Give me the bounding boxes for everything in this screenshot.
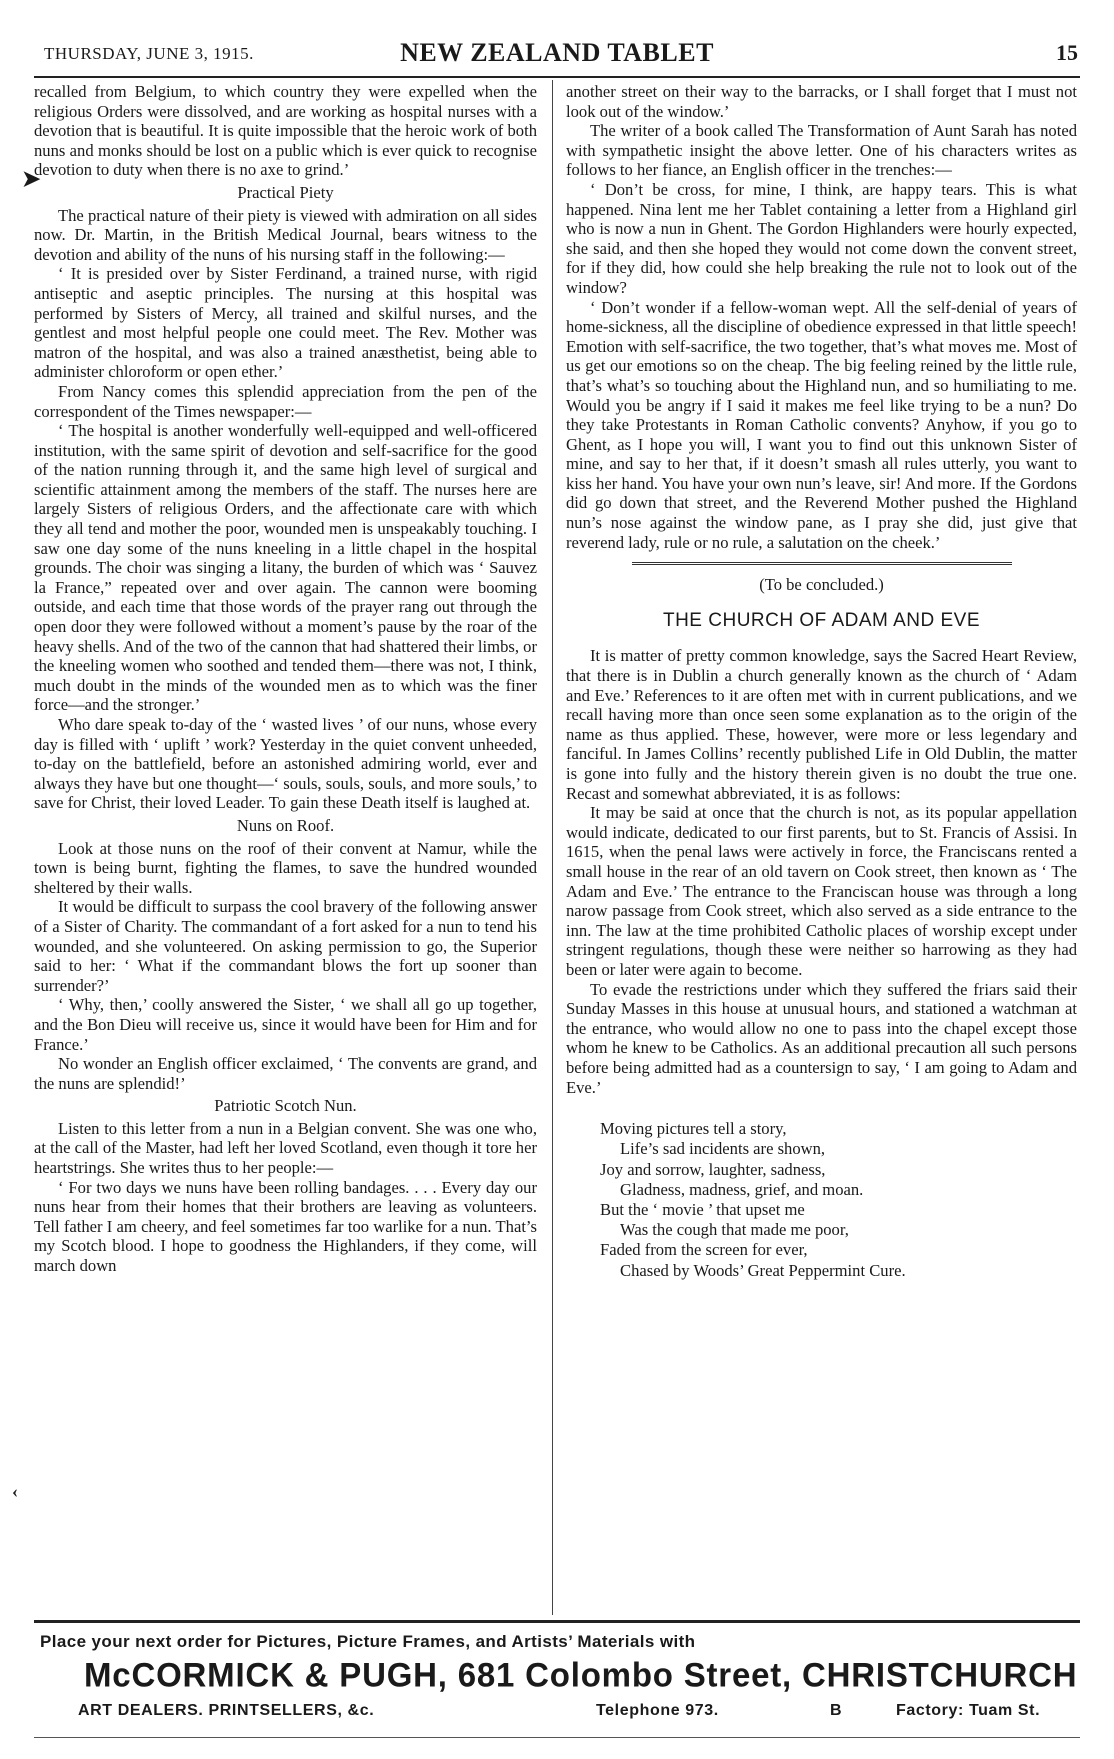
margin-arrow-icon: ➤ (22, 166, 41, 191)
paragraph: From Nancy comes this splendid appreciation from the pen of the correspondent of the Times newspaper:— (34, 381, 537, 421)
paragraph: It may be said at once that the church is not, as its popular appellation would indicate, dedicated to our first parents, but to St. Francis of Assisi. In 1615, when the penal laws were actively in force, the Franciscans rented a small house in the rear of an old tavern on Cook street, then known as ‘ The Adam and Eve.’ The entrance to the Franciscan house was through a long narow passage from Cook street, which also served as a side entrance to the inn. The law at the time prohibited Catholic places of worship except under stringent regulations, though these were neither so harrowing as they had been or later were again to become. (566, 803, 1077, 979)
advert-telephone: Telephone 973. (596, 1702, 719, 1719)
paragraph: ‘ The hospital is another wonderfully well-equipped and well-officered institution, with the same spirit of devotion and self-sacrifice for the good of the nation running through it, and the same high level of surgical and scientific attainment among the members of the staff. The nurses here are largely Sisters of religious Orders, and the affectionate care with which they all tend and mother the poor, wounded men is unspeakably touching. I saw one day some of the nuns kneeling in a little chapel in the hospital grounds. The choir was singing a litany, the burden of which was ‘ Sauvez la France,” repeated over and over again. The cannon were booming outside, and each time that those words of the prayer rang out through the open door they were followed without a moment’s pause by the roar of the heavy shells. And of the two of the cannon that had shattered their limbs, or the kneeling women who soothed and tended them—there was not, I think, much doubt in the minds of the wounded men as to which was the finer force—and the stronger.’ (34, 421, 537, 715)
paragraph: ‘ For two days we nuns have been rolling bandages. . . . Every day our nuns hear from their homes that their brothers are leaving as volunteers. Tell father I am cheery, and feel sometimes far too warlike for a nun. That’s my Scotch blood. I hope to goodness the Highlanders, if they come, will march down (34, 1177, 537, 1276)
newspaper-title: NEW ZEALAND TABLET (400, 38, 714, 67)
poem-line: Faded from the screen for ever, (600, 1240, 808, 1260)
paragraph: Who dare speak to-day of the ‘ wasted lives ’ of our nuns, whose every day is filled with ‘ uplift ’ work? Yesterday in the quiet convent unheeded, to-day on the battlefield, before an astonished admiring world, ever and always they have but one thought—‘ souls, souls, souls, and more souls,’ to save for Christ, their loved Leader. To gain these Death itself is laughed at. (34, 715, 537, 813)
paragraph: ‘ Don’t be cross, for mine, I think, are happy tears. This is what happened. Nina lent me her Tablet containing a letter from a Highland girl who is now a nun in Ghent. The Gordon Highlanders were hourly expected, she said, and then she hoped they would not come down the convent street, for if they did, how could she help breaking the rule not to look out of the window? (566, 179, 1077, 297)
advert-business-name: McCORMICK & PUGH, 681 Colombo Street, CHRISTCHURCH (84, 1655, 1078, 1694)
poem (566, 1119, 1077, 1281)
paragraph: The writer of a book called The Transformation of Aunt Sarah has noted with sympathetic insight the above letter. One of his characters writes as follows to her fiance, an English officer in the trenches:— (566, 121, 1077, 180)
paragraph: recalled from Belgium, to which country they were expelled when the religious Orders were dissolved, and are working as hospital nurses with a devotion that is beautiful. It is quite impossible that the heroic work of both nuns and monks should be lost on a public which is ever quick to recognise devotion to duty when there is no axe to grind.’ (34, 82, 537, 180)
header-rule (34, 76, 1080, 78)
poem-line: Gladness, madness, grief, and moan. (620, 1179, 864, 1199)
paragraph: To evade the restrictions under which they suffered the friars said their Sunday Masses in this house at unusual hours, and stationed a watchman at the entrance, who would allow no one to pass into the chapel except those whom he knew to be Catholics. As an additional precaution all such persons before being admitted had as a countersign to say, ‘ I am going to Adam and Eve.’ (566, 979, 1077, 1097)
footer-rule (34, 1737, 1080, 1738)
masthead (34, 36, 1080, 70)
paragraph: The practical nature of their piety is viewed with admiration on all sides now. Dr. Martin, in the British Medical Journal, bears witness to the devotion and ability of the nuns of his nursing staff in the following:— (34, 205, 537, 264)
advert-mark: B (830, 1702, 843, 1719)
poem-line: Joy and sorrow, laughter, sadness, (600, 1159, 826, 1179)
paragraph: Listen to this letter from a nun in a Belgian convent. She was one who, at the call of the Master, had left her loved Scotland, even though it tore her heartstrings. She writes thus to her people:— (34, 1118, 537, 1178)
advert-trade: ART DEALERS. PRINTSELLERS, &c. (78, 1702, 375, 1719)
poem-line: Moving pictures tell a story, (600, 1119, 787, 1139)
article-heading: THE CHURCH OF ADAM AND EVE (662, 609, 981, 631)
paragraph: It would be difficult to surpass the cool bravery of the following answer of a Sister of Charity. The commandant of a fort asked for a nun to tend his wounded, and she volunteered. On asking permission to go, the Superior said to her: ‘ What if the commandant blows the fort up sooner than surrender?’ (34, 897, 537, 995)
advert-intro: Place your next order for Pictures, Picture Frames, and Artists’ Materials with (40, 1632, 696, 1651)
column-divider (552, 80, 553, 1615)
margin-mark-icon: ‹ (12, 1481, 18, 1501)
advert-factory: Factory: Tuam St. (896, 1702, 1041, 1719)
to-be-concluded: (To be concluded.) (759, 575, 884, 595)
subheading-nuns-on-roof: Nuns on Roof. (236, 815, 335, 835)
right-column (566, 82, 1077, 1281)
paragraph: ‘ Why, then,’ coolly answered the Sister, ‘ we shall all go up together, and the Bon Dieu will receive us, since it would have been for Him and for France.’ (34, 995, 537, 1054)
poem-line: Was the cough that made me poor, (620, 1220, 849, 1240)
paragraph: It is matter of pretty common knowledge, says the Sacred Heart Review, that there is in Dublin a church generally known as the church of ‘ Adam and Eve.’ References to it are often met with in current publications, and we recall having more than once seen some explanation as to the origin of the name as thus applied. These, however, were more or less legendary and fanciful. In James Collins’ recently published Life in Old Dublin, the matter is gone into fully and the history therein given is no doubt the true one. Recast and somewhat abbreviated, it is as follows: (566, 646, 1077, 803)
subheading-practical-piety: Practical Piety (237, 182, 334, 202)
paragraph: ‘ It is presided over by Sister Ferdinand, a trained nurse, with rigid antiseptic and aseptic principles. The nursing at this hospital was performed by Sisters of Mercy, all trained and skilful nurses, and the gentlest and most helpful people one could meet. The Rev. Mother was matron of the hospital, and was also a trained anæsthetist, being able to administer chloroform or open ether.’ (34, 264, 537, 382)
poem-line: But the ‘ movie ’ that upset me (600, 1199, 805, 1219)
issue-date: THURSDAY, JUNE 3, 1915. (44, 44, 254, 63)
poem-line: Life’s sad incidents are shown, (620, 1139, 826, 1159)
paragraph: another street on their way to the barracks, or I shall forget that I must not look out of the window.’ (566, 82, 1077, 121)
paragraph: Look at those nuns on the roof of their convent at Namur, while the town is being burnt, fighting the flames, to save the hundred wounded sheltered by their walls. (34, 838, 537, 897)
left-column (34, 82, 537, 1276)
paragraph: ‘ Don’t wonder if a fellow-woman wept. All the self-denial of years of home-sickness, all the discipline of obedience expressed in that little speech! Emotion with self-sacrifice, the two together, that’s what moves me. Most of us get our emotions so on the cheap. The big feeling reined by the little rule, that’s what’s so touching about the Highland nun, and so humiliating to me. Would you be angry if I said it makes me feel like trying to be a nun? Do they take Protestants in Roman Catholic convents? Anyhow, if you go to Ghent, as I hope you will, I want you to find out this unknown Sister of mine, and say to her that, if it doesn’t smash all rules utterly, you want to kiss her hand. You have your own nun’s leave, sir! And more. If the Gordons did go down that street, and the Reverend Mother pushed the Highland nun’s nose against the window pane, as I pray she did, just give that reverend lady, rule or no rule, a salutation on the cheek.’ (566, 297, 1077, 552)
advert-rule (34, 1620, 1080, 1623)
page-number: 15 (1056, 40, 1078, 65)
subheading-patriotic-scotch-nun: Patriotic Scotch Nun. (214, 1096, 357, 1116)
section-rule (632, 562, 1012, 565)
poem-line: Chased by Woods’ Great Peppermint Cure. (620, 1260, 906, 1280)
paragraph: No wonder an English officer exclaimed, ‘ The convents are grand, and the nuns are splendid!’ (34, 1054, 537, 1093)
